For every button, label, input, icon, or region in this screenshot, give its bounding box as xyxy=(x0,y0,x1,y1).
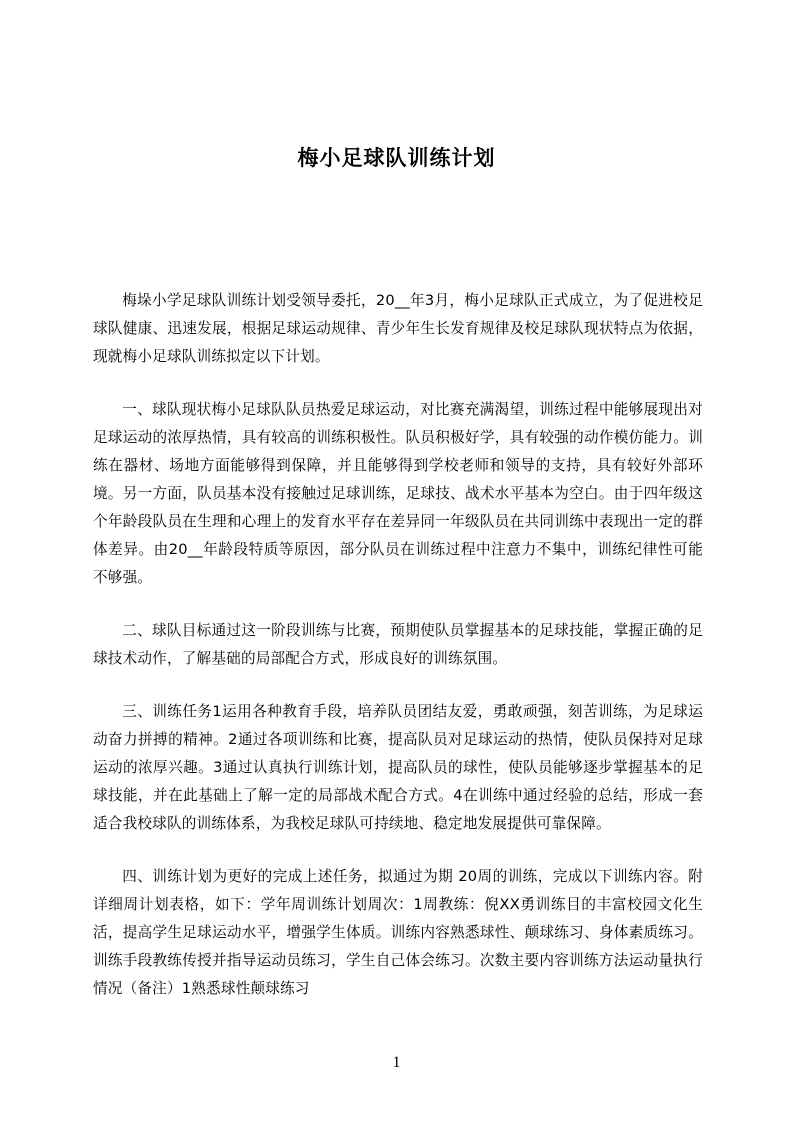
document-title: 梅小足球队训练计划 xyxy=(297,146,496,170)
document-body xyxy=(93,287,703,1028)
paragraph-training-plan: 四、训练计划为更好的完成上述任务，拟通过为期 20周的训练，完成以下训练内容。附详细周计划表格，如下：学年周训练计划周次：1周教练：倪XX勇训练目的丰富校园文化生活，提高学生足球运动水平，增强学生体质。训练内容熟悉球性、颠球练习、身体素质练习。训练手段教练传授并指导运动员练习，学生自己体会练习。次数主要内容训练方法运动量执行情况（备注）1熟悉球性颠球练习 xyxy=(93,868,703,997)
page-number: 1 xyxy=(392,1054,401,1071)
paragraph-intro: 梅垛小学足球队训练计划受领导委托，20__年3月，梅小足球队正式成立，为了促进校足球队健康、迅速发展，根据足球运动规律、青少年生长发育规律及校足球队现状特点为依据，现就梅小足球队训练拟定以下计划。 xyxy=(93,292,703,365)
paragraph-team-goals: 二、球队目标通过这一阶段训练与比赛，预期使队员掌握基本的足球技能，掌握正确的足球技术动作，了解基础的局部配合方式，形成良好的训练氛围。 xyxy=(93,622,703,667)
paragraph-team-status: 一、球队现状梅小足球队队员热爱足球运动，对比赛充满渴望，训练过程中能够展现出对足球运动的浓厚热情，具有较高的训练积极性。队员积极好学，具有较强的动作模仿能力。训练在器材、场地方面能够得到保障，并且能够得到学校老师和领导的支持，具有较好外部环境。另一方面，队员基本没有接触过足球训练，足球技、战术水平基本为空白。由于四年级这个年龄段队员在生理和心理上的发育水平存在差异同一年级队员在共同训练中表现出一定的群体差异。由20__年龄段特质等原因，部分队员在训练过程中注意力不集中，训练纪律性可能不够强。 xyxy=(93,401,703,586)
paragraph-training-tasks: 三、训练任务1运用各种教育手段，培养队员团结友爱，勇敢顽强，刻苦训练，为足球运动奋力拼搏的精神。2通过各项训练和比赛，提高队员对足球运动的热情，使队员保持对足球运动的浓厚兴趣。3通过认真执行训练计划，提高队员的球性，使队员能够逐步掌握基本的足球技能，并在此基础上了解一定的局部战术配合方式。4在训练中通过经验的总结，形成一套适合我校球队的训练体系，为我校足球队可持续地、稳定地发展提供可靠保障。 xyxy=(93,703,703,832)
